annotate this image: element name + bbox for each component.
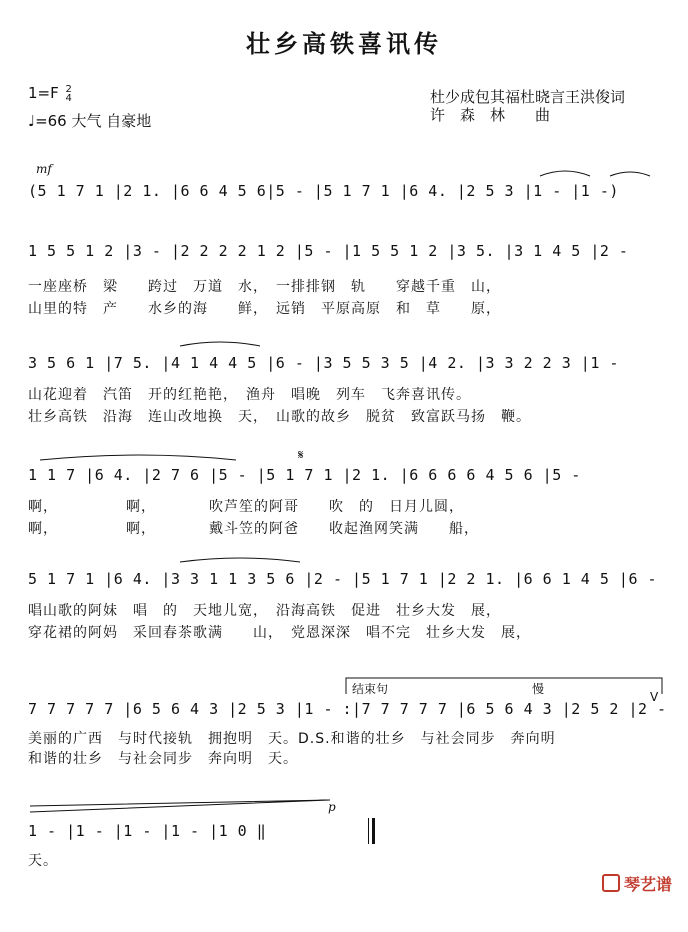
notation-line: 1 - |1 - |1 - |1 - |1 0 ‖ xyxy=(28,822,267,840)
logo-text: 琴艺谱 xyxy=(623,875,672,894)
song-title: 壮乡高铁喜讯传 xyxy=(246,30,442,58)
lyrics-verse-1: 啊， 啊， 吹芦笙的阿哥 吹 的 日月儿圆， xyxy=(28,499,464,515)
notation-line: 7 7 7 7 7 |6 5 6 4 3 |2 5 3 |1 - :|7 7 7 7 7 |6 5 6 4 3 |2 5 2 |2 - xyxy=(28,700,667,718)
lyrics-verse-1: 唱山歌的阿妹 唱 的 天地儿宽， 沿海高铁 促进 壮乡大发 展， xyxy=(28,603,501,619)
dynamic-mf: mf xyxy=(36,162,52,176)
score-system-3 xyxy=(0,354,688,464)
lyrics-verse-2: 壮乡高铁 沿海 连山改地换 天， 山歌的故乡 脱贫 致富跃马扬 鞭。 xyxy=(28,409,531,425)
lyrics-verse-1: 山花迎着 汽笛 开的红艳艳， 渔舟 唱晚 列车 飞奔喜讯传。 xyxy=(28,387,471,403)
notation-line: 5 1 7 1 |6 4. |3 3 1 1 3 5 6 |2 - |5 1 7 1 |2 2 1. |6 6 1 4 5 |6 - xyxy=(28,570,658,588)
lyrics-verse-1: 一座座桥 梁 跨过 万道 水， 一排排钢 轨 穿越千重 山， xyxy=(28,279,501,295)
site-logo xyxy=(602,872,672,895)
lyrics-verse-1: 天。 xyxy=(28,853,58,869)
ending-label: 结束句 xyxy=(352,682,389,696)
notation-line: 1 5 5 1 2 |3 - |2 2 2 2 1 2 |5 - |1 5 5 1 2 |3 5. |3 1 4 5 |2 - xyxy=(28,242,629,260)
score-system-6 xyxy=(0,700,688,810)
segno-sign: 𝄋 xyxy=(298,448,304,463)
score-system-7 xyxy=(0,822,688,932)
time-sig-bottom: 4 xyxy=(65,92,72,104)
key-signature xyxy=(28,84,72,103)
tempo-marking: ♩=66 大气 自豪地 xyxy=(28,112,152,130)
slow-marking: 慢 xyxy=(532,682,545,696)
lyrics-verse-2: 和谐的壮乡 与社会同步 奔向明 天。 xyxy=(28,751,298,767)
notation-line: 1 1 7 |6 4. |2 7 6 |5 - |5 1 7 1 |2 1. |6 6 6 6 4 5 6 |5 - xyxy=(28,466,581,484)
score-system-4 xyxy=(0,466,688,576)
lyricist-credit: 杜少成包其福杜晓言王洪俊词 xyxy=(430,88,626,106)
key-label: 1=F xyxy=(28,84,59,102)
time-sig-top: 2 xyxy=(65,83,72,95)
notation-line: 3 5 6 1 |7 5. |4 1 4 4 5 |6 - |3 5 5 3 5 |4 2. |3 3 2 2 3 |1 - xyxy=(28,354,619,372)
lyrics-verse-2: 山里的特 产 水乡的海 鲜， 远销 平原高原 和 草 原， xyxy=(28,301,501,317)
score-system-2 xyxy=(0,242,688,352)
breath-mark: V xyxy=(650,690,659,704)
dynamic-p: p xyxy=(328,800,336,814)
logo-icon xyxy=(602,874,620,892)
composer-credit: 许 森 林 曲 xyxy=(430,106,551,124)
notation-line: (5 1 7 1 |2 1. |6 6 4 5 6|5 - |5 1 7 1 |6 4. |2 5 3 |1 - |1 -) xyxy=(28,182,619,200)
lyrics-verse-2: 啊， 啊， 戴斗笠的阿爸 收起渔网笑满 船， xyxy=(28,521,479,537)
score-system-5 xyxy=(0,570,688,680)
lyrics-verse-2: 穿花裙的阿妈 采回春茶歌满 山， 党恩深深 唱不完 壮乡大发 展， xyxy=(28,625,531,641)
lyrics-verse-1: 美丽的广西 与时代接轨 拥抱明 天。D.S.和谐的壮乡 与社会同步 奔向明 xyxy=(28,731,556,747)
